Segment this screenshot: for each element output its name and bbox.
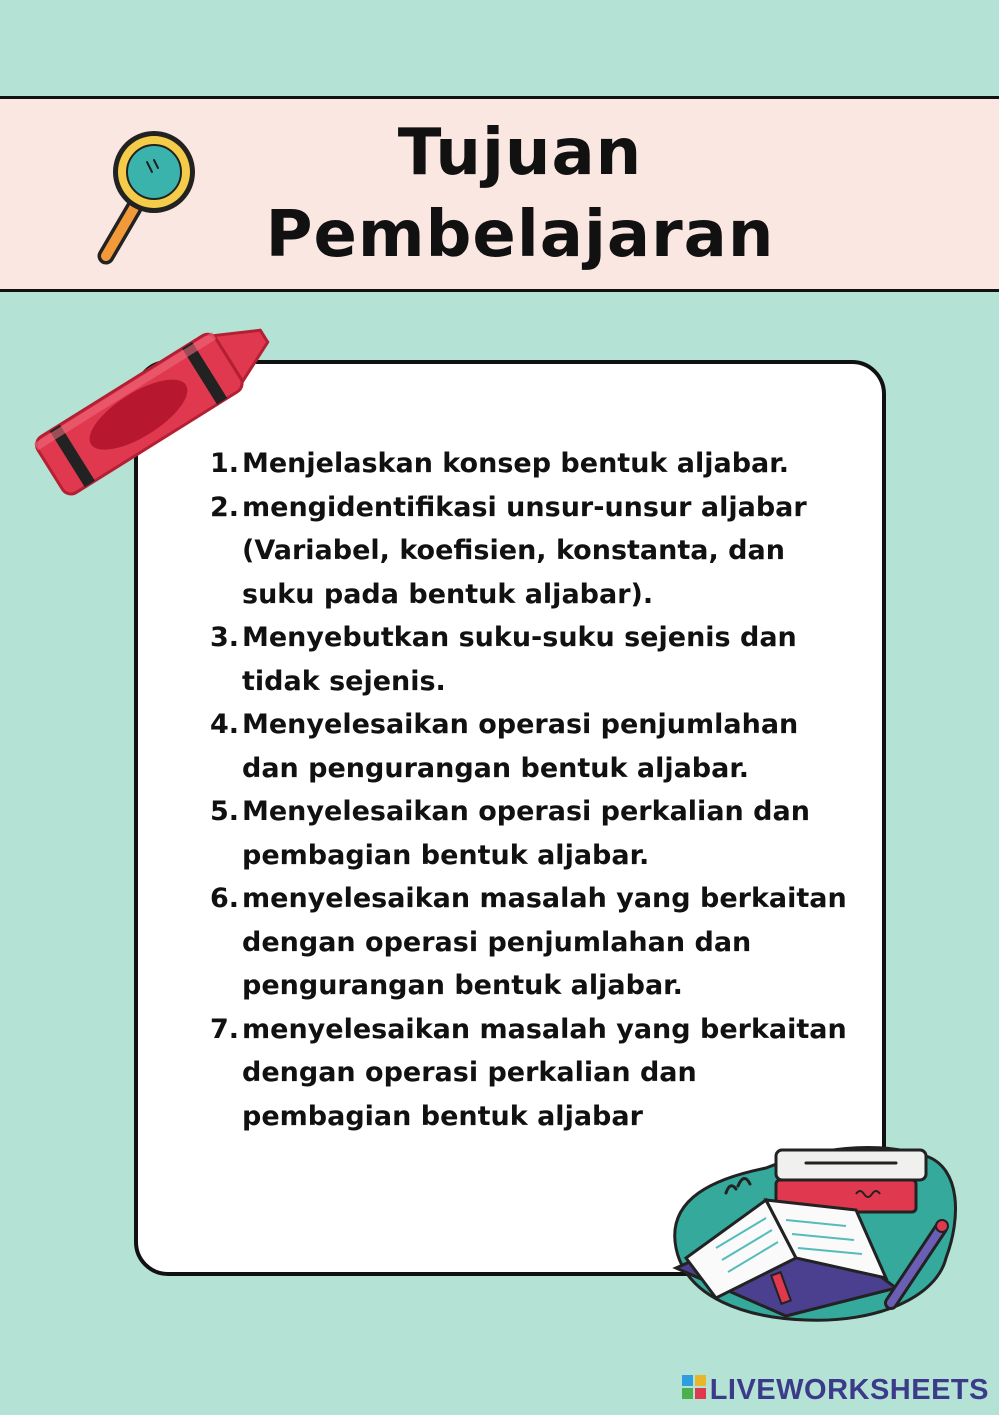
magnifier-icon — [92, 126, 202, 270]
item-number: 1. — [210, 448, 240, 479]
list-item — [210, 1008, 850, 1139]
item-number: 4. — [210, 709, 240, 740]
item-number: 7. — [210, 1013, 240, 1045]
list-item — [210, 790, 850, 877]
list-item — [210, 703, 850, 790]
list-item — [210, 442, 850, 486]
list-item — [210, 486, 850, 617]
item-text: mengidentifikasi unsur-unsur aljabar (Variabel, koefisien, konstanta, dan suku pada bentuk aljabar). — [242, 491, 807, 610]
item-text: Menyelesaikan operasi penjumlahan dan pengurangan bentuk aljabar. — [242, 709, 799, 784]
liveworksheets-logo-icon — [682, 1374, 706, 1407]
page-title — [200, 112, 840, 276]
list-item — [210, 877, 850, 1008]
item-number: 3. — [210, 622, 240, 653]
item-number: 2. — [210, 491, 240, 523]
title-line-1: Tujuan — [397, 116, 643, 190]
item-number: 6. — [210, 883, 240, 914]
list-item — [210, 616, 850, 703]
title-line-2: Pembelajaran — [265, 198, 775, 272]
item-text: menyelesaikan masalah yang berkaitan dengan operasi perkalian dan pembagian bentuk aljabar — [242, 1013, 847, 1132]
watermark-text: LIVEWORKSHEETS — [709, 1374, 989, 1406]
books-icon — [656, 1138, 966, 1332]
objectives-list — [210, 442, 850, 1138]
item-text: Menyelesaikan operasi perkalian dan pembagian bentuk aljabar. — [242, 796, 810, 871]
liveworksheets-watermark — [682, 1374, 989, 1407]
item-text: menyelesaikan masalah yang berkaitan dengan operasi penjumlahan dan pengurangan bentuk aljabar. — [242, 883, 847, 1001]
item-text: Menjelaskan konsep bentuk aljabar. — [242, 448, 789, 479]
item-number: 5. — [210, 796, 240, 827]
item-text: Menyebutkan suku-suku sejenis dan tidak sejenis. — [242, 622, 797, 697]
